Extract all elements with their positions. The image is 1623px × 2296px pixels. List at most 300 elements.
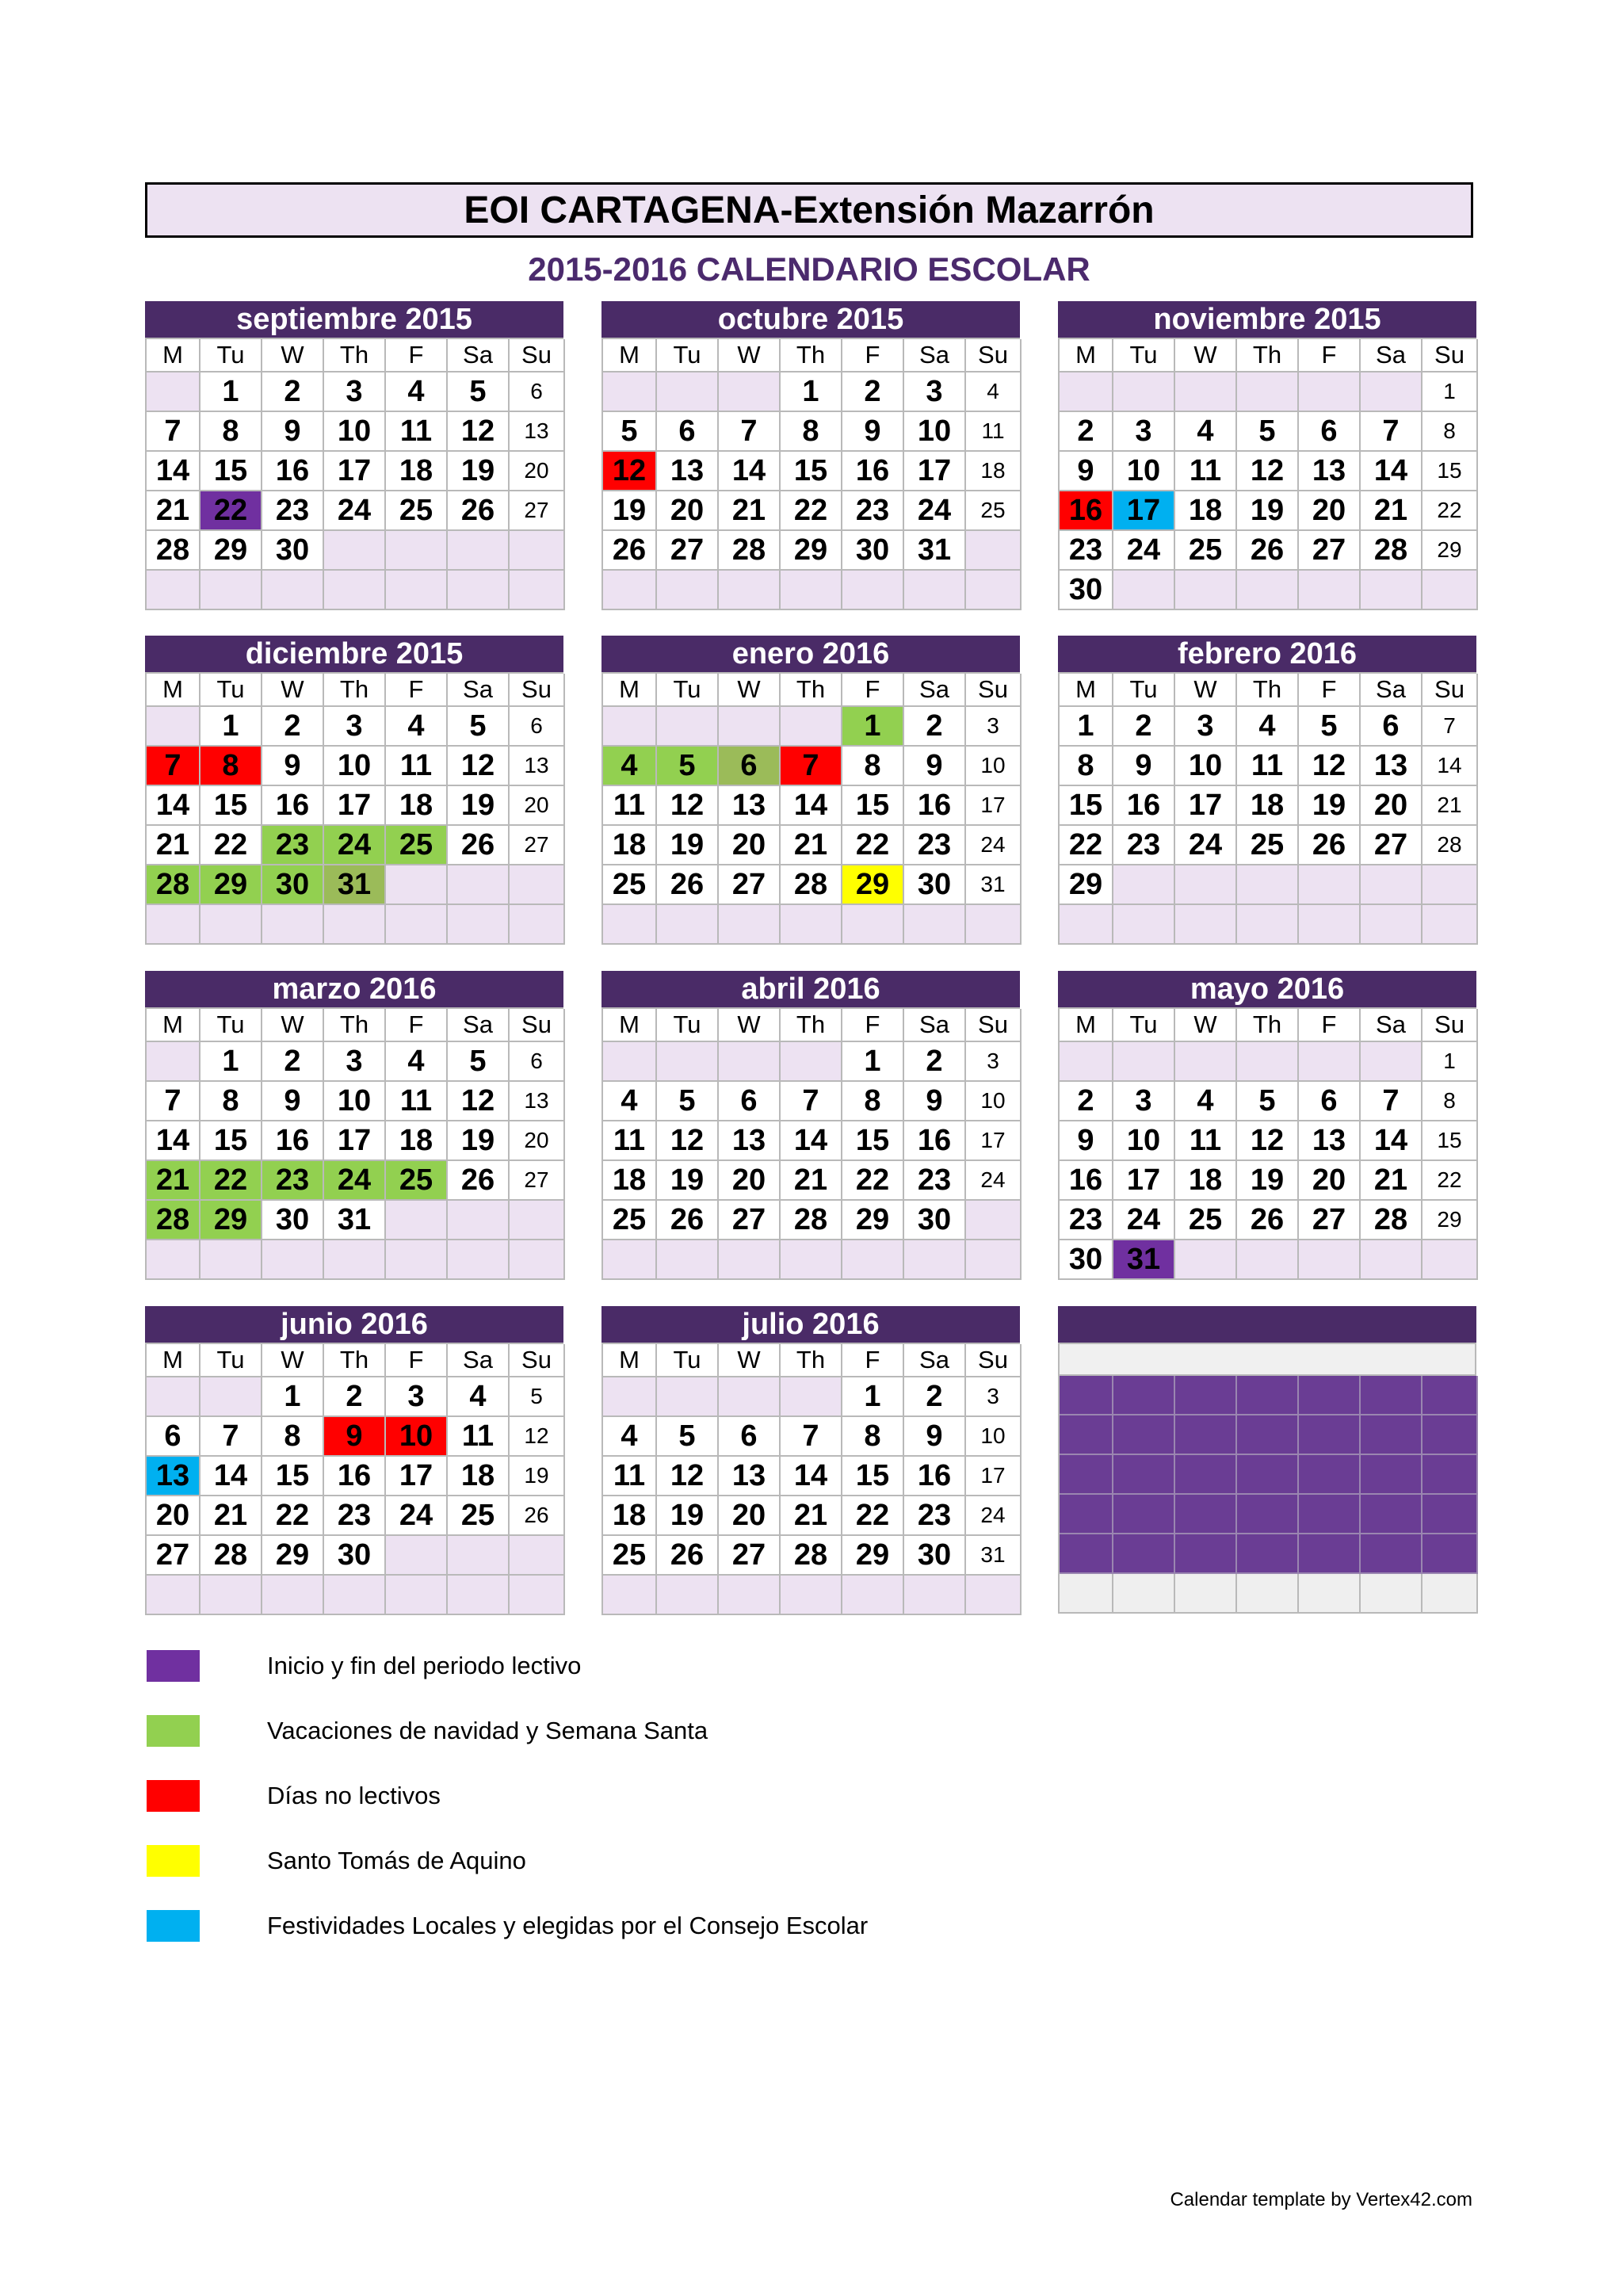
empty-day-cell xyxy=(1299,1495,1361,1534)
day-cell: 31 xyxy=(324,1201,386,1240)
weekday-header: Th xyxy=(781,1009,842,1042)
day-cell: 9 xyxy=(1113,747,1175,786)
empty-day-cell xyxy=(1299,372,1361,412)
day-cell: 11 xyxy=(603,1457,657,1496)
day-cell: 30 xyxy=(262,1201,324,1240)
month-grid xyxy=(145,338,563,610)
weekday-header: F xyxy=(386,674,448,707)
empty-day-cell xyxy=(603,1042,657,1082)
weekday-header: W xyxy=(1175,1009,1237,1042)
day-cell: 2 xyxy=(1060,1082,1113,1121)
day-cell: 28 xyxy=(147,1201,200,1240)
weekday-header: W xyxy=(262,1344,324,1377)
legend-label: Inicio y fin del periodo lectivo xyxy=(267,1652,582,1679)
empty-day-cell xyxy=(657,1240,719,1280)
empty-day-cell xyxy=(1299,571,1361,610)
day-cell: 23 xyxy=(262,1161,324,1201)
month-title: mayo 2016 xyxy=(1058,971,1476,1007)
empty-day-cell xyxy=(448,905,510,945)
day-cell: 15 xyxy=(1060,786,1113,826)
day-cell: 20 xyxy=(719,1161,781,1201)
day-cell: 3 xyxy=(966,707,1022,747)
weekday-header: M xyxy=(603,1009,657,1042)
weekday-header: Tu xyxy=(657,1344,719,1377)
empty-day-cell xyxy=(781,1576,842,1615)
empty-day-cell xyxy=(904,905,966,945)
day-cell: 29 xyxy=(781,531,842,571)
day-cell: 24 xyxy=(1113,1201,1175,1240)
day-cell: 22 xyxy=(1423,1161,1478,1201)
day-cell: 6 xyxy=(719,1082,781,1121)
empty-day-cell xyxy=(1175,1455,1237,1495)
empty-day-cell xyxy=(657,1377,719,1417)
month-title: julio 2016 xyxy=(601,1306,1020,1343)
weekday-header: Tu xyxy=(200,1009,262,1042)
day-cell: 2 xyxy=(1113,707,1175,747)
day-cell: 22 xyxy=(842,1496,904,1536)
empty-day-cell xyxy=(1237,905,1299,945)
day-cell: 17 xyxy=(324,1121,386,1161)
day-cell: 29 xyxy=(1423,1201,1478,1240)
day-cell: 25 xyxy=(603,1201,657,1240)
empty-day-cell xyxy=(200,905,262,945)
weekday-header: M xyxy=(1060,674,1113,707)
day-cell: 6 xyxy=(657,412,719,452)
weekday-header: Tu xyxy=(1113,674,1175,707)
day-cell: 5 xyxy=(657,1082,719,1121)
day-cell: 11 xyxy=(386,1082,448,1121)
day-cell: 26 xyxy=(1237,531,1299,571)
day-cell: 13 xyxy=(510,1082,565,1121)
day-cell: 25 xyxy=(603,865,657,905)
day-cell: 28 xyxy=(1361,531,1423,571)
day-cell: 16 xyxy=(904,1121,966,1161)
empty-day-cell xyxy=(1361,1376,1423,1415)
day-cell: 15 xyxy=(262,1457,324,1496)
empty-day-cell xyxy=(1060,372,1113,412)
empty-day-cell xyxy=(1113,1574,1175,1614)
day-cell: 10 xyxy=(1175,747,1237,786)
day-cell: 9 xyxy=(904,747,966,786)
month-grid xyxy=(1058,1007,1476,1280)
empty-day-cell xyxy=(719,1576,781,1615)
empty-day-cell xyxy=(1175,571,1237,610)
weekday-header: Su xyxy=(966,1344,1022,1377)
month-title: noviembre 2015 xyxy=(1058,301,1476,338)
weekday-header: Su xyxy=(1423,674,1478,707)
day-cell: 13 xyxy=(1299,1121,1361,1161)
empty-month-block xyxy=(1058,1306,1476,1614)
empty-day-cell xyxy=(1113,1455,1175,1495)
weekday-header: Su xyxy=(1423,339,1478,372)
day-cell: 24 xyxy=(966,826,1022,865)
empty-day-cell xyxy=(448,865,510,905)
weekday-header: M xyxy=(147,1344,200,1377)
day-cell: 4 xyxy=(1237,707,1299,747)
day-cell: 9 xyxy=(262,412,324,452)
empty-day-cell xyxy=(510,531,565,571)
empty-day-cell xyxy=(1237,1574,1299,1614)
day-cell: 19 xyxy=(448,1121,510,1161)
day-cell: 13 xyxy=(510,747,565,786)
legend-label: Santo Tomás de Aquino xyxy=(267,1847,526,1874)
empty-day-cell xyxy=(1361,865,1423,905)
day-cell: 12 xyxy=(510,1417,565,1457)
day-cell: 26 xyxy=(448,1161,510,1201)
day-cell: 30 xyxy=(1060,571,1113,610)
weekday-header: F xyxy=(386,1009,448,1042)
day-cell: 10 xyxy=(966,1082,1022,1121)
day-cell: 3 xyxy=(1113,412,1175,452)
day-cell: 31 xyxy=(904,531,966,571)
month-2 xyxy=(601,301,1020,610)
empty-day-cell xyxy=(448,571,510,610)
day-cell: 21 xyxy=(200,1496,262,1536)
day-cell: 6 xyxy=(1361,707,1423,747)
empty-day-cell xyxy=(324,1240,386,1280)
empty-day-cell xyxy=(657,707,719,747)
month-title: octubre 2015 xyxy=(601,301,1020,338)
weekday-header: F xyxy=(386,339,448,372)
legend-swatch xyxy=(147,1910,200,1942)
empty-day-cell xyxy=(719,905,781,945)
weekday-header: Sa xyxy=(1361,339,1423,372)
empty-day-cell xyxy=(147,1377,200,1417)
weekday-header: W xyxy=(262,674,324,707)
day-cell: 1 xyxy=(781,372,842,412)
weekday-header: Sa xyxy=(904,339,966,372)
empty-day-cell xyxy=(1361,1240,1423,1280)
empty-day-cell xyxy=(1299,865,1361,905)
day-cell: 12 xyxy=(448,747,510,786)
day-cell: 18 xyxy=(386,1121,448,1161)
month-title: abril 2016 xyxy=(601,971,1020,1007)
empty-day-cell xyxy=(1423,1495,1478,1534)
empty-day-cell xyxy=(147,571,200,610)
empty-day-cell xyxy=(386,905,448,945)
day-cell: 10 xyxy=(1113,452,1175,491)
day-cell: 2 xyxy=(842,372,904,412)
day-cell: 20 xyxy=(1361,786,1423,826)
day-cell: 7 xyxy=(147,412,200,452)
day-cell: 5 xyxy=(448,372,510,412)
empty-weekday-row xyxy=(1058,1343,1476,1376)
day-cell: 5 xyxy=(510,1377,565,1417)
day-cell: 24 xyxy=(1113,531,1175,571)
day-cell: 26 xyxy=(1299,826,1361,865)
empty-day-cell xyxy=(200,1377,262,1417)
day-cell: 25 xyxy=(386,491,448,531)
day-cell: 15 xyxy=(1423,1121,1478,1161)
day-cell: 29 xyxy=(1423,531,1478,571)
day-cell: 2 xyxy=(262,372,324,412)
day-cell: 28 xyxy=(719,531,781,571)
day-cell: 29 xyxy=(842,1536,904,1576)
empty-day-cell xyxy=(1175,1495,1237,1534)
empty-day-cell xyxy=(147,1576,200,1615)
empty-day-cell xyxy=(262,571,324,610)
day-cell: 20 xyxy=(719,826,781,865)
empty-day-cell xyxy=(1423,1415,1478,1455)
empty-day-cell xyxy=(147,707,200,747)
day-cell: 2 xyxy=(904,1377,966,1417)
empty-day-cell xyxy=(448,1576,510,1615)
weekday-header: Sa xyxy=(904,1009,966,1042)
day-cell: 7 xyxy=(147,747,200,786)
day-cell: 1 xyxy=(842,707,904,747)
day-cell: 19 xyxy=(603,491,657,531)
day-cell: 29 xyxy=(200,531,262,571)
day-cell: 7 xyxy=(1361,412,1423,452)
weekday-header: F xyxy=(842,674,904,707)
day-cell: 4 xyxy=(1175,412,1237,452)
day-cell: 1 xyxy=(200,372,262,412)
empty-day-cell xyxy=(966,905,1022,945)
day-cell: 8 xyxy=(842,1417,904,1457)
empty-day-cell xyxy=(966,1201,1022,1240)
empty-day-cell xyxy=(1060,1574,1113,1614)
empty-day-cell xyxy=(1299,1534,1361,1574)
month-8 xyxy=(601,971,1020,1280)
day-cell: 16 xyxy=(842,452,904,491)
day-cell: 25 xyxy=(1237,826,1299,865)
empty-day-cell xyxy=(1237,1455,1299,1495)
day-cell: 16 xyxy=(904,786,966,826)
empty-day-cell xyxy=(386,1576,448,1615)
day-cell: 6 xyxy=(510,707,565,747)
day-cell: 18 xyxy=(603,1161,657,1201)
day-cell: 14 xyxy=(1361,1121,1423,1161)
day-cell: 30 xyxy=(904,1201,966,1240)
empty-day-cell xyxy=(1060,1534,1113,1574)
weekday-header: F xyxy=(1299,339,1361,372)
weekday-header: Sa xyxy=(904,1344,966,1377)
empty-day-cell xyxy=(1299,1376,1361,1415)
day-cell: 8 xyxy=(1060,747,1113,786)
legend-swatch xyxy=(147,1845,200,1877)
empty-day-cell xyxy=(1361,372,1423,412)
day-cell: 13 xyxy=(719,1457,781,1496)
day-cell: 7 xyxy=(781,747,842,786)
empty-day-cell xyxy=(719,372,781,412)
day-cell: 4 xyxy=(386,707,448,747)
day-cell: 14 xyxy=(200,1457,262,1496)
empty-day-cell xyxy=(1361,1574,1423,1614)
empty-day-cell xyxy=(603,571,657,610)
weekday-header: W xyxy=(262,339,324,372)
empty-day-cell xyxy=(842,1240,904,1280)
empty-day-cell xyxy=(904,1240,966,1280)
day-cell: 16 xyxy=(1113,786,1175,826)
day-cell: 24 xyxy=(324,1161,386,1201)
empty-day-cell xyxy=(1113,1042,1175,1082)
day-cell: 18 xyxy=(1237,786,1299,826)
weekday-header: Tu xyxy=(200,1344,262,1377)
weekday-header: Sa xyxy=(448,339,510,372)
empty-day-cell xyxy=(966,1240,1022,1280)
day-cell: 3 xyxy=(1113,1082,1175,1121)
day-cell: 18 xyxy=(1175,491,1237,531)
empty-day-cell xyxy=(1237,571,1299,610)
empty-day-cell xyxy=(1423,1240,1478,1280)
month-9 xyxy=(1058,971,1476,1280)
empty-day-cell xyxy=(781,1377,842,1417)
day-cell: 25 xyxy=(448,1496,510,1536)
empty-day-cell xyxy=(147,1240,200,1280)
empty-day-cell xyxy=(1060,1455,1113,1495)
day-cell: 19 xyxy=(448,786,510,826)
empty-day-cell xyxy=(1113,905,1175,945)
empty-day-cell xyxy=(1175,1415,1237,1455)
day-cell: 12 xyxy=(448,412,510,452)
empty-day-cell xyxy=(147,372,200,412)
month-grid xyxy=(601,1007,1020,1280)
day-cell: 11 xyxy=(1175,452,1237,491)
empty-day-cell xyxy=(1361,1534,1423,1574)
day-cell: 11 xyxy=(966,412,1022,452)
weekday-header: Sa xyxy=(448,1009,510,1042)
month-grid xyxy=(145,1343,563,1615)
day-cell: 27 xyxy=(1299,1201,1361,1240)
day-cell: 1 xyxy=(1423,1042,1478,1082)
weekday-header: Th xyxy=(1237,674,1299,707)
day-cell: 8 xyxy=(1423,1082,1478,1121)
empty-day-cell xyxy=(1423,1455,1478,1495)
day-cell: 24 xyxy=(966,1161,1022,1201)
weekday-header: Th xyxy=(781,1344,842,1377)
empty-day-cell xyxy=(1060,905,1113,945)
empty-day-cell xyxy=(657,571,719,610)
day-cell: 7 xyxy=(200,1417,262,1457)
empty-day-cell xyxy=(1423,865,1478,905)
day-cell: 5 xyxy=(448,1042,510,1082)
day-cell: 27 xyxy=(719,865,781,905)
day-cell: 16 xyxy=(262,786,324,826)
day-cell: 28 xyxy=(781,865,842,905)
weekday-header: Sa xyxy=(448,674,510,707)
empty-day-cell xyxy=(1175,1534,1237,1574)
day-cell: 22 xyxy=(200,491,262,531)
day-cell: 15 xyxy=(781,452,842,491)
day-cell: 20 xyxy=(510,786,565,826)
weekday-header: W xyxy=(1175,339,1237,372)
day-cell: 20 xyxy=(510,1121,565,1161)
day-cell: 8 xyxy=(200,1082,262,1121)
day-cell: 14 xyxy=(147,1121,200,1161)
empty-day-cell xyxy=(262,905,324,945)
day-cell: 30 xyxy=(1060,1240,1113,1280)
month-grid xyxy=(601,338,1020,610)
day-cell: 3 xyxy=(324,1042,386,1082)
empty-day-cell xyxy=(147,905,200,945)
empty-day-cell xyxy=(1237,1495,1299,1534)
day-cell: 4 xyxy=(386,372,448,412)
day-cell: 22 xyxy=(781,491,842,531)
empty-day-cell xyxy=(1237,865,1299,905)
day-cell: 28 xyxy=(1423,826,1478,865)
day-cell: 18 xyxy=(1175,1161,1237,1201)
empty-day-cell xyxy=(386,1240,448,1280)
empty-day-cell xyxy=(1113,372,1175,412)
day-cell: 30 xyxy=(262,531,324,571)
day-cell: 10 xyxy=(1113,1121,1175,1161)
day-cell: 20 xyxy=(147,1496,200,1536)
day-cell: 24 xyxy=(386,1496,448,1536)
weekday-header: M xyxy=(1060,1009,1113,1042)
day-cell: 13 xyxy=(657,452,719,491)
day-cell: 7 xyxy=(781,1082,842,1121)
month-title: enero 2016 xyxy=(601,636,1020,672)
day-cell: 1 xyxy=(842,1377,904,1417)
legend-label: Vacaciones de navidad y Semana Santa xyxy=(267,1717,708,1744)
empty-day-cell xyxy=(842,571,904,610)
month-11 xyxy=(601,1306,1020,1615)
day-cell: 21 xyxy=(781,1496,842,1536)
empty-day-cell xyxy=(1299,1415,1361,1455)
day-cell: 5 xyxy=(1237,1082,1299,1121)
day-cell: 19 xyxy=(1237,491,1299,531)
empty-day-cell xyxy=(657,1042,719,1082)
day-cell: 5 xyxy=(448,707,510,747)
day-cell: 22 xyxy=(842,826,904,865)
empty-day-cell xyxy=(1237,1042,1299,1082)
day-cell: 7 xyxy=(147,1082,200,1121)
day-cell: 4 xyxy=(603,1082,657,1121)
day-cell: 21 xyxy=(781,826,842,865)
weekday-header: Su xyxy=(1423,1009,1478,1042)
empty-day-cell xyxy=(1113,1415,1175,1455)
day-cell: 21 xyxy=(147,491,200,531)
day-cell: 11 xyxy=(386,412,448,452)
day-cell: 17 xyxy=(386,1457,448,1496)
day-cell: 19 xyxy=(657,1161,719,1201)
day-cell: 2 xyxy=(262,707,324,747)
day-cell: 6 xyxy=(510,1042,565,1082)
empty-day-cell xyxy=(262,1576,324,1615)
day-cell: 1 xyxy=(842,1042,904,1082)
day-cell: 4 xyxy=(386,1042,448,1082)
empty-day-cell xyxy=(1299,1042,1361,1082)
empty-day-cell xyxy=(603,1240,657,1280)
day-cell: 12 xyxy=(657,1121,719,1161)
day-cell: 18 xyxy=(603,1496,657,1536)
day-cell: 1 xyxy=(1423,372,1478,412)
weekday-header: Tu xyxy=(657,674,719,707)
empty-day-cell xyxy=(324,571,386,610)
day-cell: 12 xyxy=(603,452,657,491)
day-cell: 24 xyxy=(324,826,386,865)
day-cell: 4 xyxy=(603,1417,657,1457)
weekday-header: M xyxy=(603,1344,657,1377)
day-cell: 10 xyxy=(324,747,386,786)
day-cell: 31 xyxy=(1113,1240,1175,1280)
day-cell: 15 xyxy=(842,1121,904,1161)
day-cell: 17 xyxy=(966,786,1022,826)
month-3 xyxy=(1058,301,1476,610)
day-cell: 15 xyxy=(200,1121,262,1161)
day-cell: 10 xyxy=(324,1082,386,1121)
day-cell: 11 xyxy=(603,1121,657,1161)
day-cell: 27 xyxy=(510,1161,565,1201)
month-title: febrero 2016 xyxy=(1058,636,1476,672)
day-cell: 19 xyxy=(657,826,719,865)
empty-day-cell xyxy=(510,905,565,945)
day-cell: 25 xyxy=(1175,531,1237,571)
empty-day-cell xyxy=(1423,1574,1478,1614)
day-cell: 8 xyxy=(842,747,904,786)
empty-day-cell xyxy=(1060,1495,1113,1534)
weekday-header: Sa xyxy=(904,674,966,707)
